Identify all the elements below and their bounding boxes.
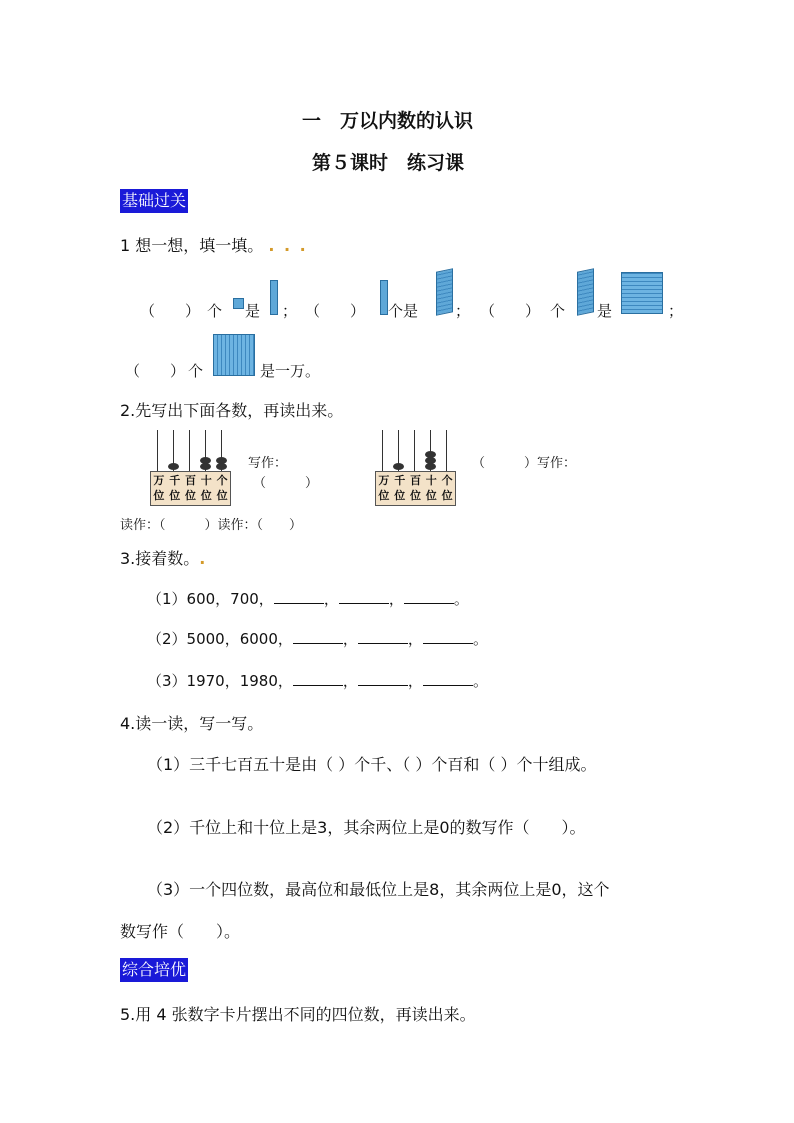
q1-semi-2: ； [455,302,471,320]
answer-blank[interactable] [404,589,454,604]
q2-read-line[interactable]: 读作：（ ）读作：（ ） [120,518,303,533]
hundred-flat-icon [577,268,594,316]
emphasis-dots: . . . [268,236,308,255]
q1-semi-3: ； [668,302,684,320]
q4-item-2: （2）千位上和十位上是3，其余两位上是0的数写作（ ）。 [147,818,586,837]
answer-blank[interactable] [339,589,389,604]
ten-rod-icon [380,280,388,315]
q2-blank-2-write[interactable]: （ ）写作： [472,456,577,471]
answer-blank[interactable] [358,671,408,686]
q1-ge-1: 个 [207,302,223,320]
section-basic-tag: 基础过关 [120,189,188,213]
ten-rod-icon [270,280,278,315]
answer-blank[interactable] [358,629,408,644]
q3-item-2: （2）5000，6000， ， ， 。 [147,630,488,648]
lesson-title: 第５课时 练习课 [312,152,465,174]
abacus-2: 万 千 百 十 个 位 位 位 位 位 [375,430,455,505]
q1-ge-3: 个 [550,302,566,320]
q1-blank-1[interactable]: （ ） [140,302,201,320]
answer-blank[interactable] [293,629,343,644]
q1-blank-2[interactable]: （ ） [305,302,366,320]
q5-heading: 5.用 4 张数字卡片摆出不同的四位数，再读出来。 [120,1005,476,1024]
q2-heading: 2.先写出下面各数，再读出来。 [120,401,344,420]
unit-title: 一 万以内数的认识 [302,110,474,132]
q4-item-1: （1）三千七百五十是由（ ）个千、（ ）个百和（ ）个十组成。 [147,755,597,774]
q1-blank-4[interactable]: （ ） [125,362,186,380]
q1-heading [120,233,308,256]
answer-blank[interactable] [423,629,473,644]
answer-blank[interactable] [274,589,324,604]
q4-item-3a: （3）一个四位数，最高位和最低位上是8，其余两位上是0，这个 [147,880,610,899]
q1-heading-text: 1 想一想，填一填。 [120,236,264,255]
hundred-flat-icon [436,268,453,316]
answer-blank[interactable] [293,671,343,686]
answer-blank[interactable] [423,671,473,686]
q1-semi-1: ； [282,302,298,320]
q1-blank-3[interactable]: （ ） [480,302,541,320]
q1-last: 是一万。 [260,362,321,380]
thousand-cube-icon [621,272,663,314]
q2-blank-1[interactable]: （ ） [253,476,319,491]
q1-ge-4: 个 [188,362,204,380]
abacus-1: 万 千 百 十 个 位 位 位 位 位 [150,430,230,505]
q4-heading: 4.读一读，写一写。 [120,714,264,733]
q1-shi-1: 是 [245,302,261,320]
q1-shi-3: 是 [597,302,613,320]
q4-item-3b: 数写作（ ）。 [120,922,241,941]
thousand-cube-icon [213,334,255,376]
section-advanced-tag: 综合培优 [120,958,188,982]
q3-item-3: （3）1970，1980， ， ， 。 [147,672,488,690]
unit-cube-icon [233,298,244,309]
q3-item-1: （1）600，700， ， ， 。 [147,590,469,608]
q3-heading: 3.接着数。. [120,549,208,568]
q1-ge-shi-2: 个是 [388,302,419,320]
q2-write-label-1: 写作： [248,456,288,471]
